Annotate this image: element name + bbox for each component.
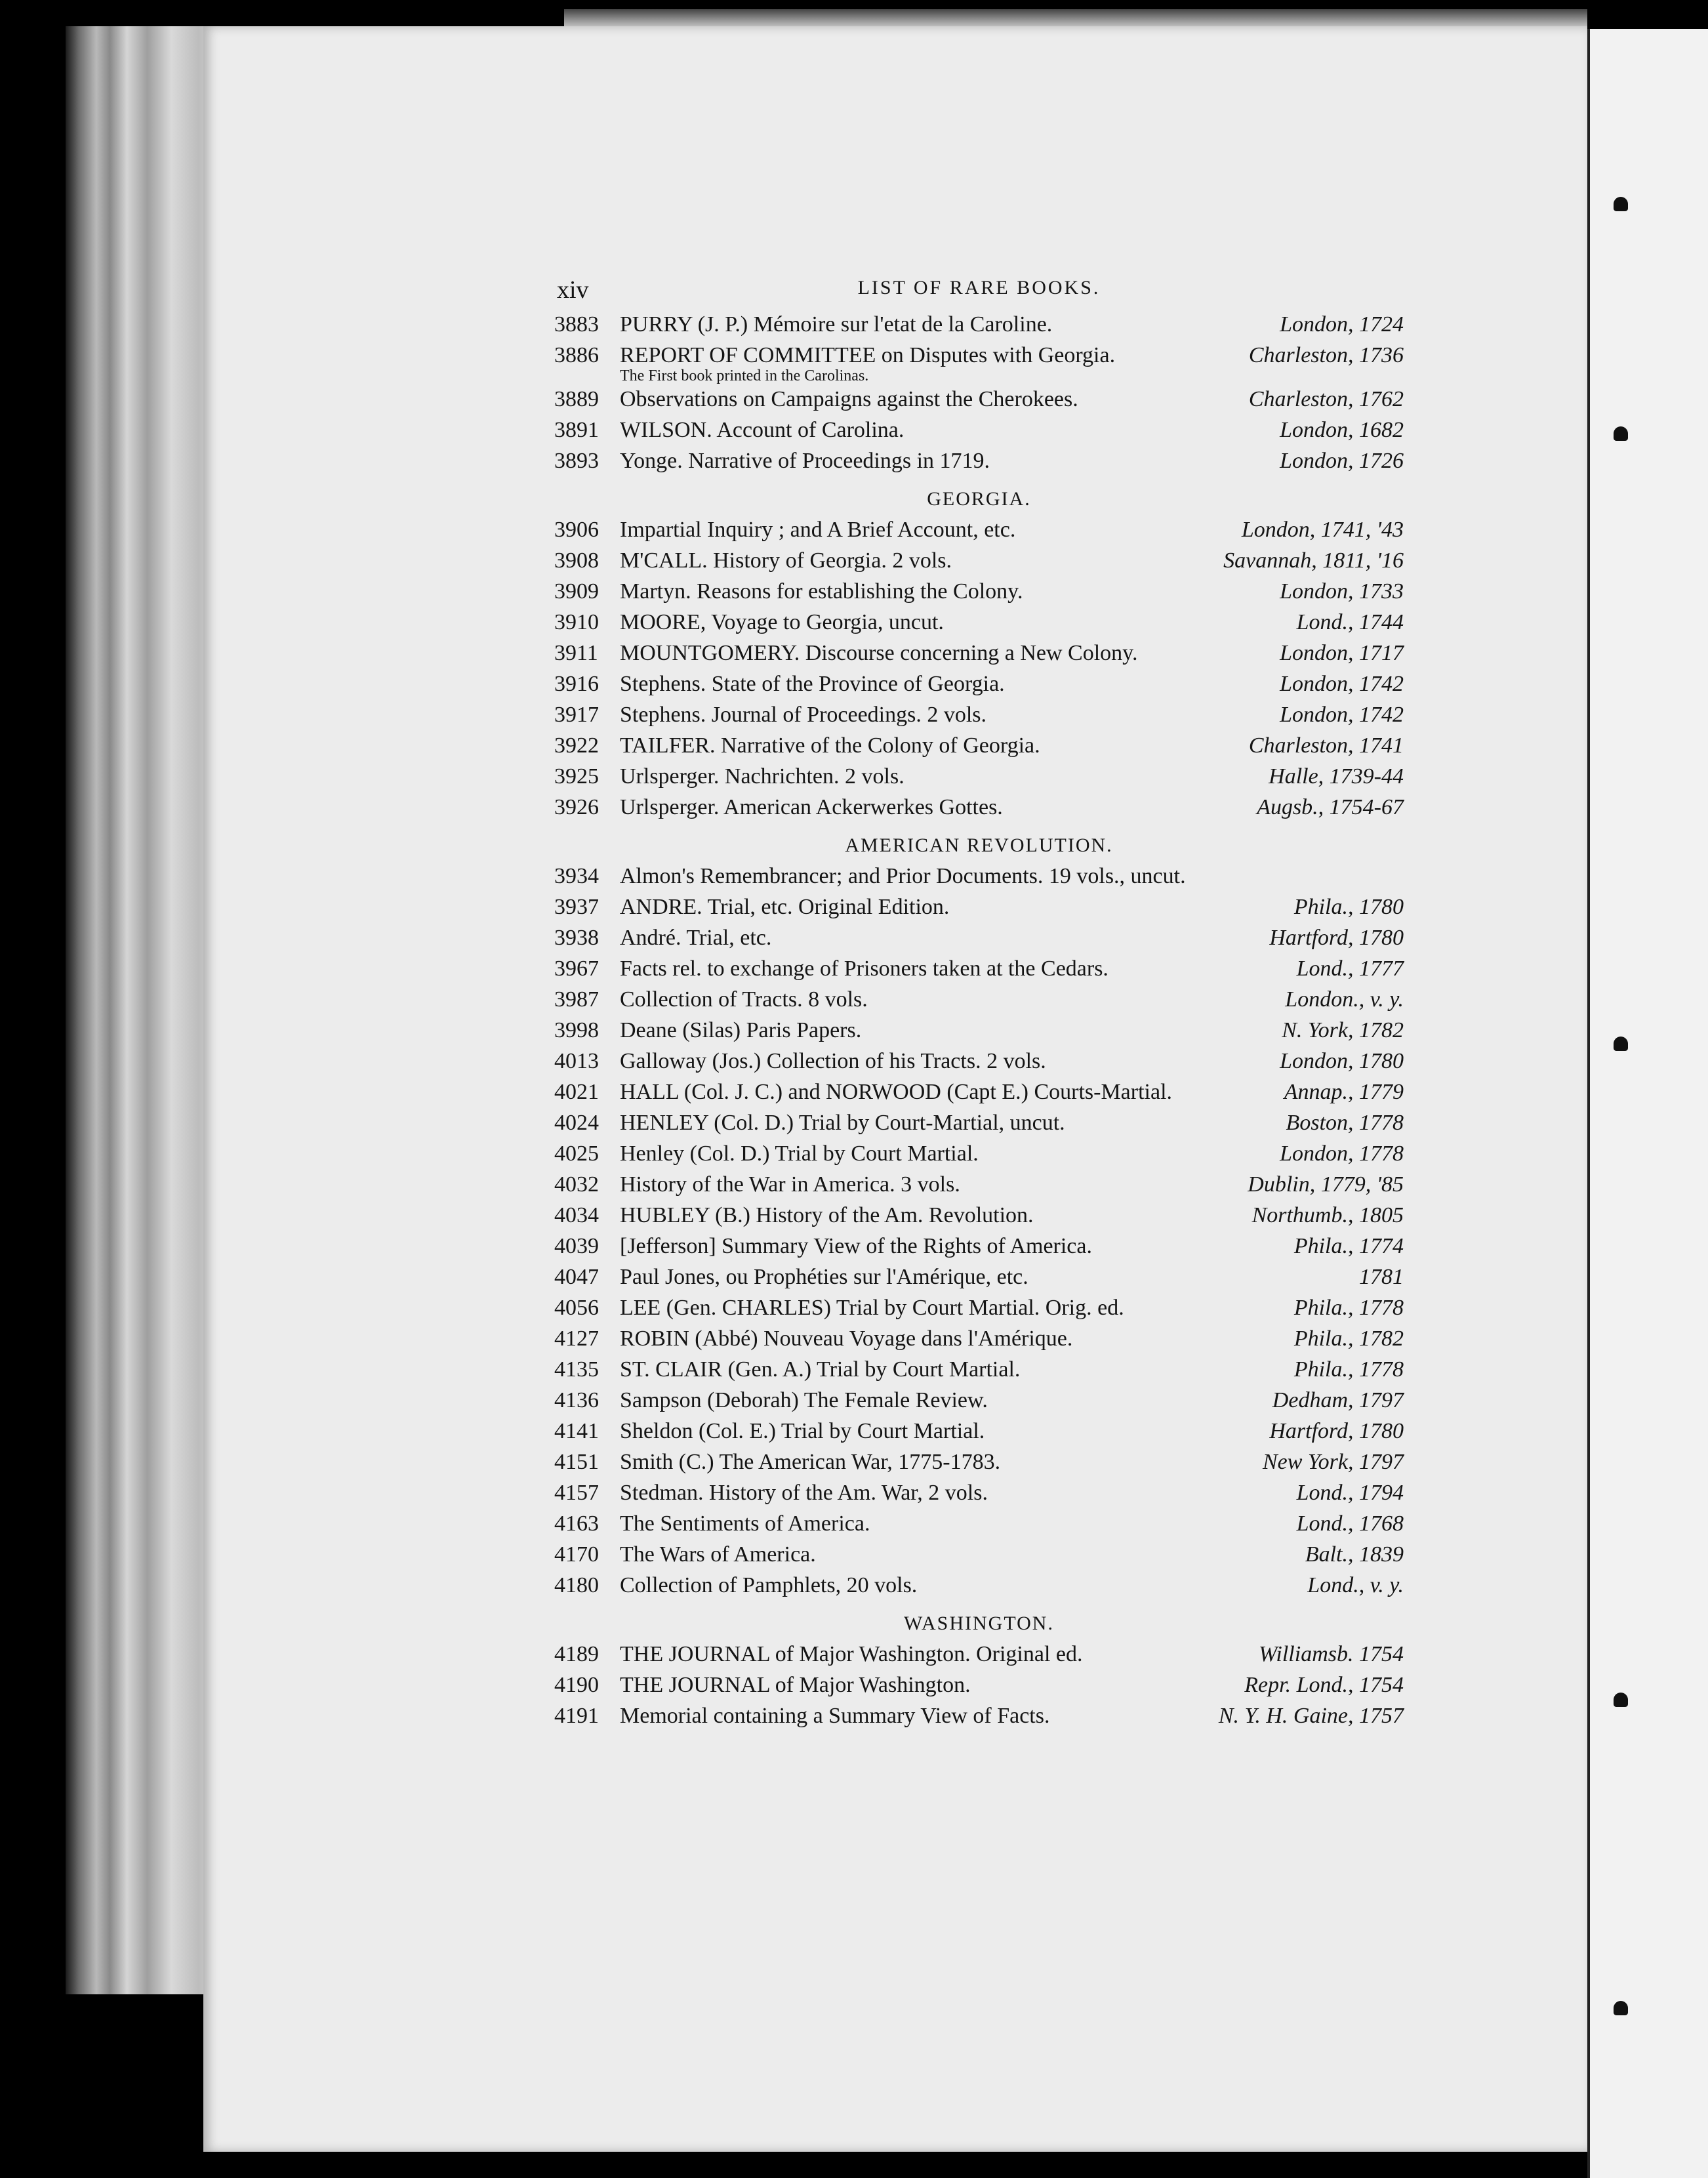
entry-title: Memorial containing a Summary View of Facts. (620, 1704, 1050, 1728)
entry-imprint: Northumb., 1805 (1251, 1203, 1404, 1227)
catalogue-entry (554, 764, 1404, 795)
entry-title: Facts rel. to exchange of Prisoners taken at the Cedars. (620, 956, 1108, 981)
catalogue-entry (554, 1111, 1404, 1141)
entry-number: 3886 (554, 343, 599, 367)
catalogue-entry (554, 1234, 1404, 1265)
entry-title: Urlsperger. Nachrichten. 2 vols. (620, 764, 905, 789)
entry-imprint: London, 1733 (1280, 579, 1404, 604)
entry-imprint: London, 1742 (1280, 672, 1404, 696)
entry-title: THE JOURNAL of Major Washington. (620, 1673, 971, 1697)
entry-number: 4032 (554, 1172, 599, 1197)
entry-title: MOUNTGOMERY. Discourse concerning a New Colony. (620, 641, 1138, 665)
entry-title: MOORE, Voyage to Georgia, uncut. (620, 610, 944, 634)
entry-number: 4127 (554, 1326, 599, 1351)
catalogue-entry (554, 1388, 1404, 1419)
entry-number: 4163 (554, 1511, 599, 1536)
catalogue-entry (554, 1296, 1404, 1326)
catalogue-entry (554, 956, 1404, 987)
binding-thread-mark (1614, 1693, 1628, 1707)
entry-number: 3926 (554, 795, 599, 819)
entry-title: [Jefferson] Summary View of the Rights of America. (620, 1234, 1092, 1258)
entry-number: 3889 (554, 387, 599, 411)
entry-imprint: Savannah, 1811, '16 (1223, 548, 1404, 573)
entry-imprint: London., v. y. (1285, 987, 1404, 1012)
entry-number: 3911 (554, 641, 598, 665)
catalogue-entry (554, 1080, 1404, 1111)
entry-title: Stephens. State of the Province of Georgia. (620, 672, 1005, 696)
entry-imprint: Phila., 1780 (1293, 895, 1404, 919)
entry-imprint: London, 1741, '43 (1241, 518, 1404, 542)
entry-title: Urlsperger. American Ackerwerkes Gottes. (620, 795, 1003, 819)
entry-title: M'CALL. History of Georgia. 2 vols. (620, 548, 952, 573)
entry-number: 3967 (554, 956, 599, 981)
entry-title: WILSON. Account of Carolina. (620, 418, 905, 442)
catalogue-entry (554, 1203, 1404, 1234)
section-heading: WASHINGTON. (904, 1613, 1054, 1634)
catalogue-entry (554, 733, 1404, 764)
entry-number: 3934 (554, 864, 599, 888)
catalogue-entry (554, 795, 1404, 826)
entry-number: 3910 (554, 610, 599, 634)
catalogue-entry (554, 387, 1404, 418)
entry-title: ST. CLAIR (Gen. A.) Trial by Court Martial. (620, 1357, 1021, 1382)
catalogue-entry (554, 518, 1404, 548)
entry-number: 4191 (554, 1704, 599, 1728)
entry-title: PURRY (J. P.) Mémoire sur l'etat de la Caroline. (620, 312, 1053, 337)
entry-imprint: Phila., 1778 (1293, 1357, 1404, 1382)
entry-number: 3937 (554, 895, 599, 919)
catalogue-entry (554, 1018, 1404, 1049)
entry-title: Observations on Campaigns against the Cherokees. (620, 387, 1078, 411)
page-number: xiv (557, 276, 589, 304)
entry-imprint: London, 1742 (1280, 703, 1404, 727)
entry-number: 3938 (554, 926, 599, 950)
entry-title: Impartial Inquiry ; and A Brief Account, etc. (620, 518, 1016, 542)
catalogue-entry (554, 1172, 1404, 1203)
catalogue-entry (554, 1673, 1404, 1704)
entry-title: Paul Jones, ou Prophéties sur l'Amérique, etc. (620, 1265, 1028, 1289)
entry-number: 4135 (554, 1357, 599, 1382)
entry-title: Stephens. Journal of Proceedings. 2 vols. (620, 703, 987, 727)
entry-number: 4047 (554, 1265, 599, 1289)
entry-title: André. Trial, etc. (620, 926, 772, 950)
entry-number: 3916 (554, 672, 599, 696)
entry-title: Almon's Remembrancer; and Prior Documents. 19 vols., uncut. (620, 864, 1186, 888)
entry-imprint: Lond., 1768 (1296, 1511, 1404, 1536)
binding-thread-mark (1614, 426, 1628, 441)
entry-imprint: Dublin, 1779, '85 (1248, 1172, 1404, 1197)
entry-imprint: Charleston, 1736 (1248, 343, 1404, 367)
entry-number: 4025 (554, 1141, 599, 1166)
entry-imprint: London, 1717 (1280, 641, 1404, 665)
catalogue-entry (554, 1326, 1404, 1357)
entry-imprint: Annap., 1779 (1284, 1080, 1404, 1104)
catalogue-entry (554, 1141, 1404, 1172)
entry-imprint: Hartford, 1780 (1269, 1419, 1404, 1443)
entry-number: 3906 (554, 518, 599, 542)
entry-number: 3891 (554, 418, 599, 442)
entry-imprint: Dedham, 1797 (1272, 1388, 1404, 1412)
entry-number: 3917 (554, 703, 599, 727)
entry-imprint: N. Y. H. Gaine, 1757 (1218, 1704, 1404, 1728)
entry-number: 4180 (554, 1573, 599, 1597)
entry-imprint: Williamsb. 1754 (1258, 1642, 1404, 1666)
entry-title: The Wars of America. (620, 1542, 816, 1567)
entry-title: Galloway (Jos.) Collection of his Tracts. 2 vols. (620, 1049, 1046, 1073)
entry-imprint: Lond., 1744 (1296, 610, 1404, 634)
entry-title: Collection of Tracts. 8 vols. (620, 987, 868, 1012)
catalogue-entry (554, 548, 1404, 579)
entry-number: 4189 (554, 1642, 599, 1666)
catalogue-entry (554, 1704, 1404, 1735)
catalogue-entry (554, 641, 1404, 672)
catalogue-entry (554, 1419, 1404, 1450)
entry-number: 4151 (554, 1450, 599, 1474)
entry-number: 4039 (554, 1234, 599, 1258)
catalogue-entry (554, 449, 1404, 480)
entry-imprint: Phila., 1782 (1293, 1326, 1404, 1351)
entry-imprint: Lond., 1794 (1296, 1481, 1404, 1505)
catalogue-entry (554, 1511, 1404, 1542)
entry-number: 4170 (554, 1542, 599, 1567)
catalogue-entry (554, 864, 1404, 895)
entry-title: Stedman. History of the Am. War, 2 vols. (620, 1481, 988, 1505)
section-heading: GEORGIA. (927, 488, 1031, 510)
entry-number: 3925 (554, 764, 599, 789)
catalogue-entry (554, 579, 1404, 610)
entry-title: THE JOURNAL of Major Washington. Original ed. (620, 1642, 1083, 1666)
page-title: LIST OF RARE BOOKS. (857, 277, 1101, 298)
binding-thread-mark (1614, 2001, 1628, 2015)
facing-page-edge (1587, 29, 1708, 2178)
entry-number: 4157 (554, 1481, 599, 1505)
entry-note: The First book printed in the Carolinas. (620, 367, 869, 384)
entry-imprint: Charleston, 1741 (1248, 733, 1404, 758)
section-heading: AMERICAN REVOLUTION. (845, 834, 1113, 856)
entry-title: Sampson (Deborah) The Female Review. (620, 1388, 988, 1412)
entry-title: Sheldon (Col. E.) Trial by Court Martial. (620, 1419, 985, 1443)
entry-title: TAILFER. Narrative of the Colony of Georgia. (620, 733, 1040, 758)
entry-title: HENLEY (Col. D.) Trial by Court-Martial, uncut. (620, 1111, 1065, 1135)
catalogue-entry (554, 1573, 1404, 1604)
entry-imprint: Halle, 1739-44 (1269, 764, 1404, 789)
entry-title: HUBLEY (B.) History of the Am. Revolution. (620, 1203, 1034, 1227)
entry-list (554, 312, 1404, 1735)
entry-number: 4056 (554, 1296, 599, 1320)
entry-title: History of the War in America. 3 vols. (620, 1172, 960, 1197)
entry-title: LEE (Gen. CHARLES) Trial by Court Martial. Orig. ed. (620, 1296, 1124, 1320)
catalogue-entry (554, 895, 1404, 926)
entry-imprint: Lond., v. y. (1307, 1573, 1404, 1597)
binding-thread-mark (1614, 197, 1628, 211)
entry-title: Smith (C.) The American War, 1775-1783. (620, 1450, 1001, 1474)
entry-imprint: Lond., 1777 (1296, 956, 1404, 981)
catalogue-entry (554, 1542, 1404, 1573)
catalogue-entry (554, 610, 1404, 641)
entry-number: 3922 (554, 733, 599, 758)
catalogue-entry (554, 1481, 1404, 1511)
entry-number: 3987 (554, 987, 599, 1012)
entry-imprint: London, 1780 (1280, 1049, 1404, 1073)
entry-imprint: N. York, 1782 (1282, 1018, 1404, 1042)
entry-title: REPORT OF COMMITTEE on Disputes with Georgia. (620, 343, 1116, 367)
entry-imprint: 1781 (1359, 1265, 1404, 1289)
catalogue-text (554, 276, 1404, 1735)
entry-imprint: Charleston, 1762 (1248, 387, 1404, 411)
catalogue-entry (554, 703, 1404, 733)
entry-imprint: Phila., 1774 (1293, 1234, 1404, 1258)
entry-imprint: Repr. Lond., 1754 (1244, 1673, 1404, 1697)
catalogue-entry (554, 1357, 1404, 1388)
entry-number: 3883 (554, 312, 599, 337)
entry-title: Deane (Silas) Paris Papers. (620, 1018, 862, 1042)
entry-imprint: Phila., 1778 (1293, 1296, 1404, 1320)
entry-title: ROBIN (Abbé) Nouveau Voyage dans l'Amérique. (620, 1326, 1073, 1351)
entry-imprint: New York, 1797 (1262, 1450, 1404, 1474)
entry-number: 3893 (554, 449, 599, 473)
entry-imprint: London, 1778 (1280, 1141, 1404, 1166)
entry-imprint: Augsb., 1754-67 (1257, 795, 1404, 819)
entry-imprint: Boston, 1778 (1286, 1111, 1404, 1135)
entry-number: 4024 (554, 1111, 599, 1135)
entry-title: Martyn. Reasons for establishing the Colony. (620, 579, 1023, 604)
entry-number: 4021 (554, 1080, 599, 1104)
entry-title: ANDRE. Trial, etc. Original Edition. (620, 895, 950, 919)
entry-title: Henley (Col. D.) Trial by Court Martial. (620, 1141, 979, 1166)
catalogue-entry (554, 1049, 1404, 1080)
catalogue-entry (554, 418, 1404, 449)
entry-title: HALL (Col. J. C.) and NORWOOD (Capt E.) Courts-Martial. (620, 1080, 1173, 1104)
entry-number: 4190 (554, 1673, 599, 1697)
entry-number: 3909 (554, 579, 599, 604)
entry-number: 3998 (554, 1018, 599, 1042)
catalogue-entry (554, 1265, 1404, 1296)
entry-number: 4136 (554, 1388, 599, 1412)
entry-number: 3908 (554, 548, 599, 573)
catalogue-entry (554, 1450, 1404, 1481)
entry-imprint: Hartford, 1780 (1269, 926, 1404, 950)
catalogue-entry (554, 672, 1404, 703)
entry-number: 4013 (554, 1049, 599, 1073)
entry-title: Yonge. Narrative of Proceedings in 1719. (620, 449, 990, 473)
catalogue-entry (554, 987, 1404, 1018)
entry-imprint: London, 1682 (1280, 418, 1404, 442)
entry-number: 4034 (554, 1203, 599, 1227)
binding-thread-mark (1614, 1037, 1628, 1051)
entry-imprint: London, 1726 (1280, 449, 1404, 473)
catalogue-entry (554, 926, 1404, 956)
entry-imprint: Balt., 1839 (1305, 1542, 1404, 1567)
entry-number: 4141 (554, 1419, 599, 1443)
catalogue-entry (554, 1642, 1404, 1673)
entry-title: The Sentiments of America. (620, 1511, 870, 1536)
running-head (554, 276, 1404, 312)
entry-imprint: London, 1724 (1280, 312, 1404, 337)
entry-title: Collection of Pamphlets, 20 vols. (620, 1573, 918, 1597)
catalogue-entry (554, 312, 1404, 343)
